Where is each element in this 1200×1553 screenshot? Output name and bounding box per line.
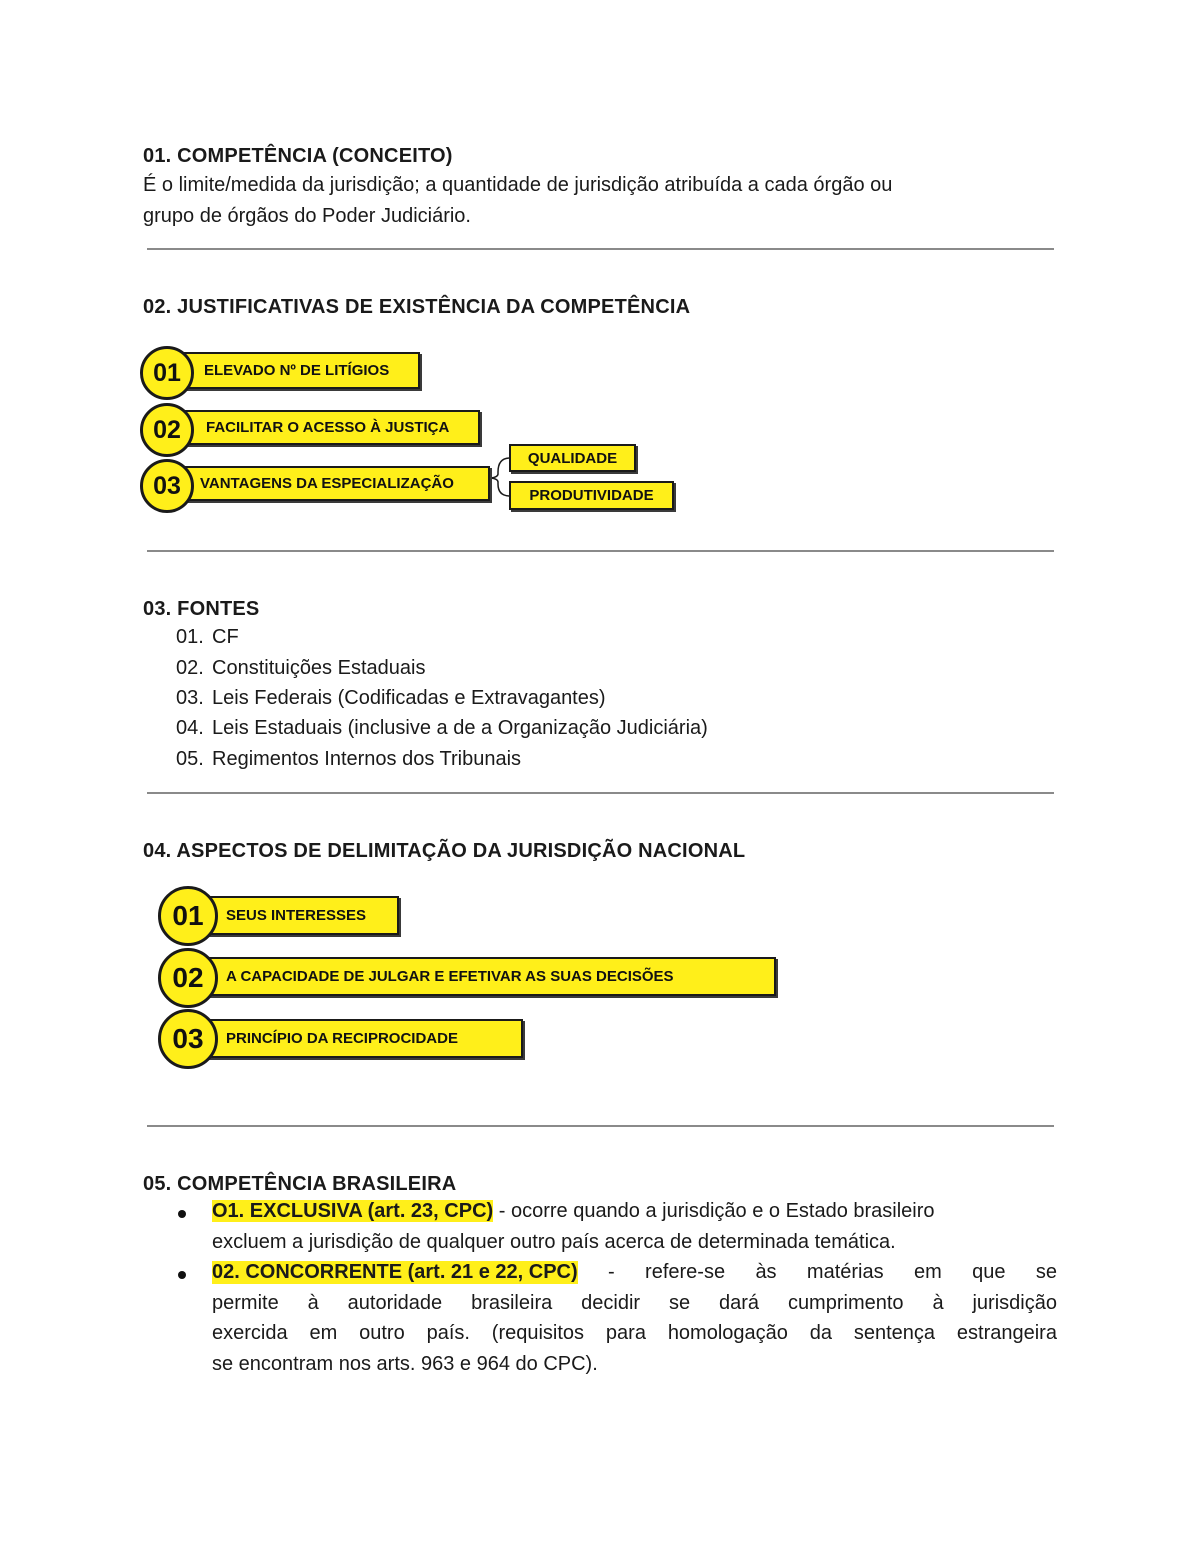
badge-01: 01 bbox=[140, 346, 194, 400]
bullet-1-line-2: excluem a jurisdição de qualquer outro país acerca de determinada temática. bbox=[212, 1231, 896, 1253]
reason-elevado-litigios: ELEVADO Nº DE LITÍGIOS bbox=[180, 352, 420, 389]
section-1-line-1: É o limite/medida da jurisdição; a quantidade de jurisdição atribuída a cada órgão ou bbox=[143, 174, 893, 196]
section-2-heading: 02. JUSTIFICATIVAS DE EXISTÊNCIA DA COMPETÊNCIA bbox=[143, 296, 691, 318]
bullet-dot bbox=[178, 1210, 186, 1218]
sub-produtividade: PRODUTIVIDADE bbox=[509, 481, 674, 510]
bullet-1-line-1: O1. EXCLUSIVA (art. 23, CPC) - ocorre quando a jurisdição e o Estado brasileiro bbox=[212, 1200, 935, 1222]
list-item: 03. Leis Federais (Codificadas e Extravagantes) bbox=[176, 687, 606, 709]
section-3-heading: 03. FONTES bbox=[143, 598, 260, 620]
badge-01: 01 bbox=[158, 886, 218, 946]
badge-02: 02 bbox=[158, 948, 218, 1008]
divider bbox=[147, 550, 1054, 552]
reason-facilitar-acesso: FACILITAR O ACESSO À JUSTIÇA bbox=[180, 410, 480, 445]
divider bbox=[147, 1125, 1054, 1127]
badge-02: 02 bbox=[140, 403, 194, 457]
section-5-heading: 05. COMPETÊNCIA BRASILEIRA bbox=[143, 1173, 457, 1195]
aspect-seus-interesses: SEUS INTERESSES bbox=[204, 896, 399, 935]
divider bbox=[147, 792, 1054, 794]
section-4-heading: 04. ASPECTOS DE DELIMITAÇÃO DA JURISDIÇÃO NACIONAL bbox=[143, 840, 746, 862]
list-item: 01. CF bbox=[176, 626, 239, 648]
section-1-line-2: grupo de órgãos do Poder Judiciário. bbox=[143, 205, 471, 227]
bullet-2-line-1: 02. CONCORRENTE (art. 21 e 22, CPC) - refere-se às matérias em que se bbox=[212, 1261, 1057, 1283]
badge-03: 03 bbox=[158, 1009, 218, 1069]
list-item: 04. Leis Estaduais (inclusive a de a Organização Judiciária) bbox=[176, 717, 708, 739]
highlight-exclusiva: O1. EXCLUSIVA (art. 23, CPC) bbox=[212, 1200, 494, 1222]
aspect-capacidade-julgar: A CAPACIDADE DE JULGAR E EFETIVAR AS SUAS DECISÕES bbox=[204, 957, 776, 996]
bullet-2-line-3: exercida em outro país. (requisitos para homologação da sentença estrangeira bbox=[212, 1322, 1057, 1344]
bullet-dot bbox=[178, 1271, 186, 1279]
highlight-concorrente: 02. CONCORRENTE (art. 21 e 22, CPC) bbox=[212, 1261, 578, 1283]
list-item: 05. Regimentos Internos dos Tribunais bbox=[176, 748, 522, 770]
bullet-2-line-2: permite à autoridade brasileira decidir se dará cumprimento à jurisdição bbox=[212, 1292, 1057, 1314]
badge-03: 03 bbox=[140, 459, 194, 513]
bullet-2-line-4: se encontram nos arts. 963 e 964 do CPC). bbox=[212, 1353, 598, 1375]
list-item: 02. Constituições Estaduais bbox=[176, 657, 426, 679]
reason-vantagens-especializacao: VANTAGENS DA ESPECIALIZAÇÃO bbox=[180, 466, 490, 501]
aspect-reciprocidade: PRINCÍPIO DA RECIPROCIDADE bbox=[204, 1019, 523, 1058]
section-1-heading: 01. COMPETÊNCIA (CONCEITO) bbox=[143, 145, 453, 167]
divider bbox=[147, 248, 1054, 250]
sub-qualidade: QUALIDADE bbox=[509, 444, 636, 472]
